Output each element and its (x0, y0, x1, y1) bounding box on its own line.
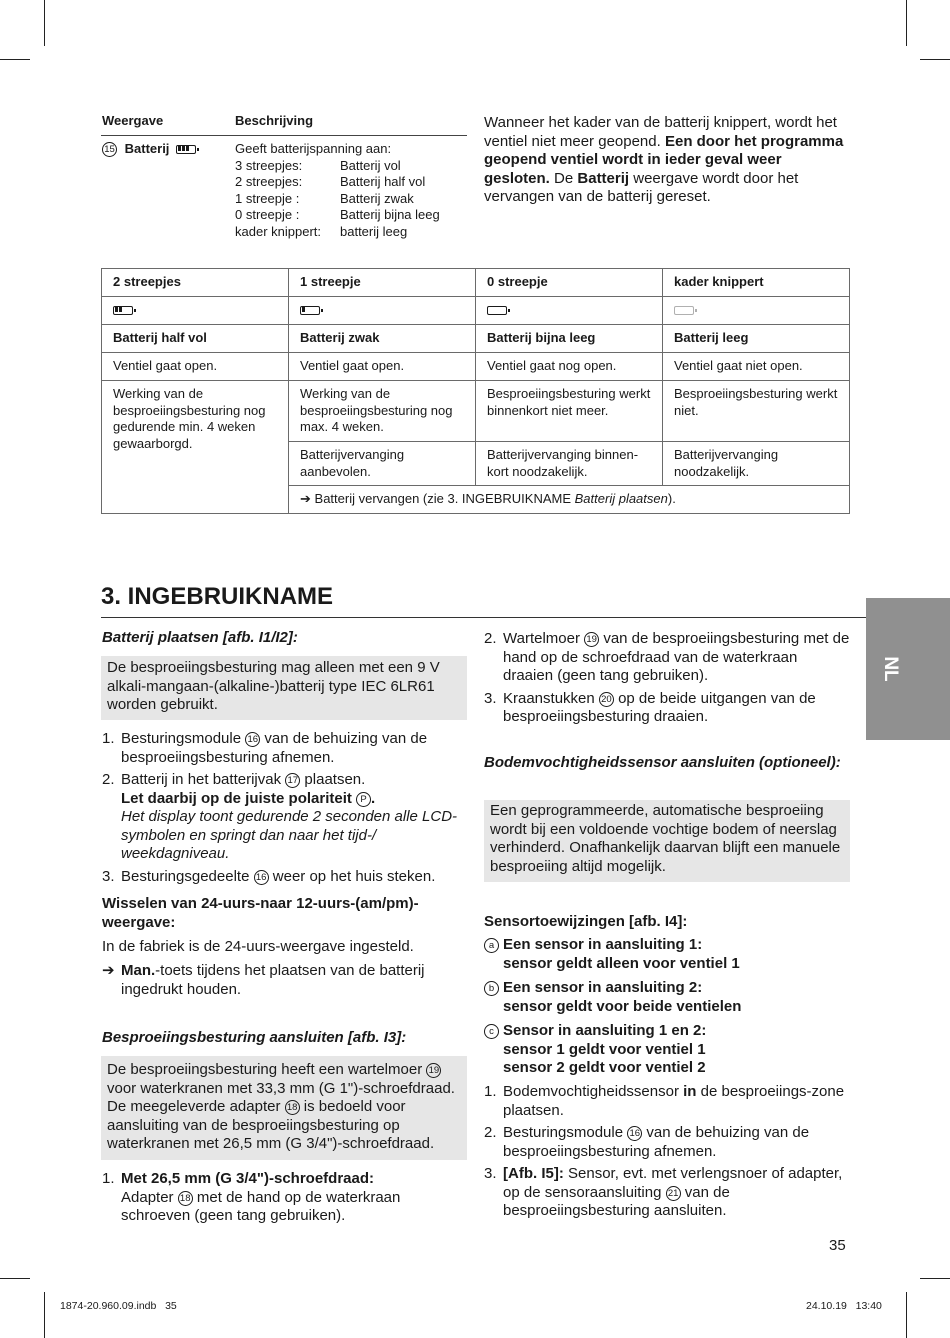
valve-cell: Ventiel gaat open. (289, 353, 476, 381)
connect-steps (102, 1170, 468, 1226)
callout-number: 21 (666, 1186, 681, 1201)
display-row-value: Batterij half vol (340, 174, 426, 189)
display-row-value: Batterij vol (340, 157, 401, 173)
valve-cell: Ventiel gaat niet open. (663, 353, 850, 381)
list-item: 3. [Afb. I5]: Sensor, evt. met verlengsnoer of adapter, op de sensoraansluiting 21 van de besproeiingsbesturing aansluiten. (484, 1165, 843, 1219)
table-header-cell: 0 streepje (476, 269, 663, 297)
display-row-key: 2 streepjes: (235, 174, 303, 189)
status-cell: Batterij half vol (102, 325, 289, 353)
language-tab (866, 598, 950, 740)
working-cell: Werking van de besproeiingsbesturing nog max. 4 weken. (289, 381, 476, 442)
table-header-cell: kader knippert (663, 269, 850, 297)
adapter-info-box: De besproeiingsbesturing heeft een wartelmoer 19 voor waterkranen met 33,3 mm (G 1")-schroefdraad. De meegeleverde adapter 18 is bedoeld voor aansluiting van de besproeiingsbesturing op waterkranen met 26,5 mm (G 3/4")-schroefdraad. (101, 1056, 467, 1160)
display-row-key: 1 streepje : (235, 190, 300, 206)
crop-mark (0, 1278, 30, 1279)
crop-mark (44, 1292, 45, 1338)
battery-requirement-text: De besproeiingsbesturing mag alleen met een 9 V alkali-mangaan-(alkaline-)batterij type IEC 6LR61 worden gebruikt. (107, 659, 440, 713)
arrow-right-icon: ➔ (102, 962, 115, 979)
display-row (235, 191, 440, 208)
list-item: 2. Wartelmoer 19 van de besproeiingsbesturing met de hand op de schroefdraad van de waterkraan draaien (geen tang gebruiken). (484, 630, 850, 684)
heading-connect: Besproeiingsbesturing aansluiten [afb. I3]: (102, 1029, 407, 1046)
crop-mark (0, 59, 30, 60)
callout-number: 16 (254, 870, 269, 885)
replace-cell: Batterijvervanging binnen-kort noodzakelijk. (476, 442, 663, 486)
battery-empty-icon (487, 306, 507, 315)
sensor-steps (484, 1083, 850, 1221)
list-item: 2. Besturingsmodule 16 van de behuizing van de besproeiingsbesturing afnemen. (484, 1124, 810, 1160)
list-item: a Een sensor in aansluiting 1: sensor geldt alleen voor ventiel 1 (484, 936, 850, 973)
sensor-options (484, 936, 850, 1078)
heading-sensor: Bodemvochtigheidssensor aansluiten (optioneel): (484, 754, 841, 771)
display-row (235, 224, 440, 241)
table-header-cell: 1 streepje (289, 269, 476, 297)
working-cell: Werking van de besproeiingsbesturing nog gedurende min. 4 weken gewaarborgd. (102, 381, 289, 514)
option-letter: c (484, 1024, 499, 1039)
callout-number: 19 (584, 632, 599, 647)
page-number: 35 (829, 1237, 846, 1254)
working-cell: Besproeiingsbesturing werkt binnenkort niet meer. (476, 381, 663, 442)
callout-number: 18 (178, 1191, 193, 1206)
callout-number: 16 (245, 732, 260, 747)
battery-requirement-box (101, 656, 467, 720)
replace-footer-cell (289, 486, 850, 514)
time-format-default: In de fabriek is de 24-uurs-weergave ingesteld. (102, 938, 414, 955)
icon-cell (663, 297, 850, 325)
callout-number: 19 (426, 1063, 441, 1078)
battery-note-bold: Een door het programma geopend ventiel wordt in ieder geval weer gesloten. (484, 132, 844, 187)
battery-note (484, 114, 850, 207)
footer-italic: Batterij plaatsen (574, 491, 668, 506)
callout-number: 17 (285, 773, 300, 788)
battery-two-bars-icon (113, 306, 133, 315)
display-item-label: Batterij (124, 141, 170, 156)
valve-cell: Ventiel gaat nog open. (476, 353, 663, 381)
crop-mark (906, 1292, 907, 1338)
display-row-value: Batterij zwak (340, 190, 414, 206)
list-item: 3. Besturingsgedeelte 16 weer op het huis steken. (102, 867, 436, 885)
battery-one-bar-icon (300, 306, 320, 315)
time-format-steps (102, 962, 468, 999)
heading-time-format: Wisselen van 24-uurs-naar 12-uurs-(am/pm)-weergave: (102, 895, 419, 931)
crop-mark (906, 0, 907, 46)
list-item: c Sensor in aansluiting 1 en 2: sensor 1 geldt voor ventiel 1 sensor 2 geldt voor ventiel 2 (484, 1022, 850, 1078)
battery-note-bold: Batterij (577, 169, 630, 187)
list-item: 1. Bodemvochtigheidssensor in de besproeiings-zone plaatsen. (484, 1083, 845, 1119)
sensor-info-box (484, 800, 850, 882)
crop-mark (44, 0, 45, 46)
replace-cell: Batterijvervanging aanbevolen. (289, 442, 476, 486)
heading-battery-insert: Batterij plaatsen [afb. I1/I2]: (102, 629, 298, 646)
option-letter: a (484, 938, 499, 953)
icon-cell (476, 297, 663, 325)
callout-number: 16 (627, 1126, 642, 1141)
list-item: b Een sensor in aansluiting 2: sensor geldt voor beide ventielen (484, 979, 850, 1016)
battery-note-text: weergave wordt door het vervangen van de batterij gereset. (484, 169, 799, 205)
crop-mark (920, 59, 950, 60)
polarity-icon: P (356, 792, 371, 807)
callout-number: 15 (102, 142, 117, 157)
col-header-beschrijving: Beschrijving (235, 113, 314, 128)
crop-mark (920, 1278, 950, 1279)
battery-steps (102, 730, 468, 886)
display-row (235, 207, 440, 224)
list-item: 3. Kraanstukken 20 op de beide uitgangen van de besproeiingsbesturing draaien. (484, 689, 816, 725)
status-cell: Batterij bijna leeg (476, 325, 663, 353)
battery-state-table (101, 268, 850, 514)
display-row-value: batterij leeg (340, 223, 408, 239)
sensor-info-text: Een geprogrammeerde, automatische besproeiing wordt bij een voldoende vochtige bodem of neerslag verhinderd. Onafhankelijk daarvan blijft een manuele besproeiing altijd mogelijk. (490, 802, 841, 875)
display-row (235, 174, 440, 191)
arrow-right-icon: ➔ (300, 491, 311, 506)
display-desc (235, 141, 440, 240)
display-row-key: kader knippert: (235, 223, 321, 239)
replace-cell: Batterijvervanging noodzakelijk. (663, 442, 850, 486)
battery-full-icon (176, 145, 196, 154)
section-title: 3. INGEBRUIKNAME (101, 583, 334, 610)
battery-blinking-frame-icon (674, 306, 694, 315)
footer-text: Batterij vervangen (zie 3. INGEBRUIKNAME (314, 491, 572, 506)
list-item: 1. Besturingsmodule 16 van de behuizing van de besproeiingsbesturing afnemen. (102, 730, 428, 766)
footer-text: ). (667, 491, 676, 506)
list-item: 2. Batterij in het batterijvak 17 plaatsen. Let daarbij op de juiste polariteit P . Het display toont gedurende 2 seconden alle LCD-symbolen en springt dan naar het tijd-/ weekdagniveau. (102, 771, 458, 862)
table-header-cell: 2 streepjes (102, 269, 289, 297)
display-rows (235, 158, 440, 241)
table-rule (101, 135, 467, 136)
list-item: ➔ Man.-toets tijdens het plaatsen van de batterij ingedrukt houden. (102, 962, 425, 998)
col-header-weergave: Weergave (102, 113, 164, 128)
display-row-key: 0 streepje : (235, 207, 300, 222)
option-letter: b (484, 981, 499, 996)
footer-slug: 1874-20.960.09.indb 35 (60, 1300, 177, 1312)
callout-number: 18 (285, 1100, 300, 1115)
section-rule (101, 617, 866, 618)
callout-number: 20 (599, 692, 614, 707)
display-row (235, 158, 440, 175)
language-tab-label: NL (880, 656, 901, 682)
list-item: 1. Met 26,5 mm (G 3/4")-schroefdraad: Adapter 18 met de hand op de waterkraan schroeven (geen tang gebruiken). (102, 1170, 401, 1224)
connect-steps-continued (484, 630, 850, 727)
display-row-value: Batterij bijna leeg (340, 207, 440, 222)
icon-cell (289, 297, 476, 325)
status-cell: Batterij leeg (663, 325, 850, 353)
valve-cell: Ventiel gaat open. (102, 353, 289, 381)
footer-date: 24.10.19 13:40 (806, 1300, 882, 1312)
battery-note-text: Wanneer het kader van de batterij knippert, wordt het ventiel niet meer geopend. (484, 114, 837, 150)
icon-cell (102, 297, 289, 325)
display-item (102, 141, 196, 158)
display-row-key: 3 streepjes: (235, 157, 303, 173)
display-intro: Geeft batterijspanning aan: (235, 141, 392, 156)
heading-sensor-assign: Sensortoewijzingen [afb. I4]: (484, 913, 688, 930)
battery-note-text: De (554, 169, 574, 187)
working-cell: Besproeiingsbesturing werkt niet. (663, 381, 850, 442)
status-cell: Batterij zwak (289, 325, 476, 353)
